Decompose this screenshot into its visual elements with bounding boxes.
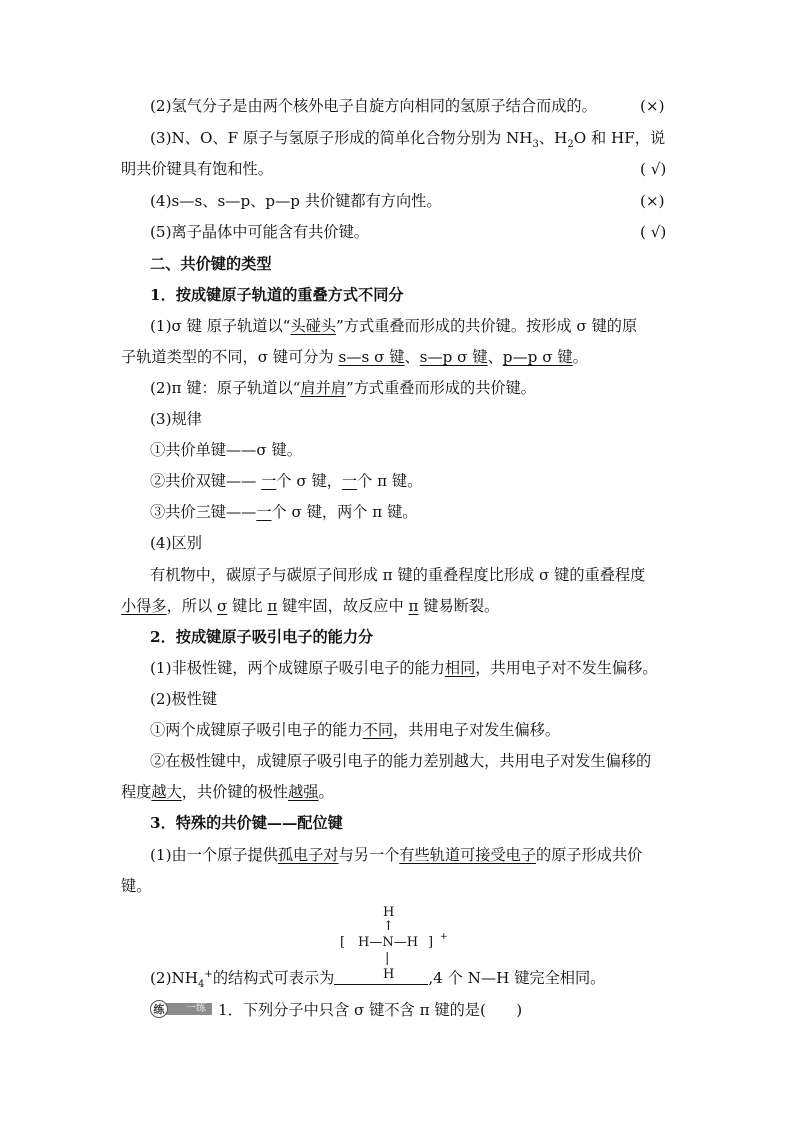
item-4: (4)s—s、s—p、p—p 共价键都有方向性。 [150,192,442,210]
rule-2: ②共价双键—— 一个 σ 键，一个 π 键。 [150,472,423,490]
polar-2-line-1: ②在极性键中，成键原子吸引电子的能力差别越大，共用电子对发生偏移的 [150,752,652,770]
item-5: (5)离子晶体中可能含有共价键。 [150,223,369,241]
structure-vertical-bond: | [385,951,390,966]
subheading-2: 2．按成键原子吸引电子的能力分 [150,628,374,646]
structure-top-h: H [383,905,395,920]
difference-line-2: 小得多，所以 σ 键比 π 键牢固，故反应中 π 键易断裂。 [121,597,500,615]
practice-tag-circle: 练 [150,1000,168,1018]
polar-heading: (2)极性键 [150,690,218,708]
sigma-line-2: 子轨道类型的不同，σ 键可分为 s—s σ 键、s—p σ 键、p—p σ 键。 [121,348,588,366]
pi-line: (2)π 键：原子轨道以“肩并肩”方式重叠而形成的共价键。 [150,379,536,397]
structure-right-bracket: ] [428,935,434,950]
coordinate-line-1: (1)由一个原子提供孤电子对与另一个有些轨道可接受电子的原子形成共价 [150,846,643,864]
item-4-mark: (×) [640,192,665,210]
item-5-mark: ( √) [640,223,667,241]
nonpolar-line: (1)非极性键，两个成键原子吸引电子的能力相同，共用电子对不发生偏移。 [150,659,658,677]
structure-charge: + [440,932,448,942]
difference-line-1: 有机物中，碳原子与碳原子间形成 π 键的重叠程度比形成 σ 键的重叠程度 [150,566,646,584]
rule-3: ③共价三键——一个 σ 键，两个 π 键。 [150,503,418,521]
structure-bottom-h: H [383,967,395,982]
section-heading: 二、共价键的类型 [150,255,272,273]
practice-question-1: 练 一练 1．下列分子中只含 σ 键不含 π 键的是( ) [150,1000,522,1020]
subheading-1: 1．按成键原子轨道的重叠方式不同分 [150,286,404,304]
item-2: (2)氢气分子是由两个核外电子自旋方向相同的氢原子结合而成的。 [150,97,597,115]
item-3-mark: ( √) [640,160,667,178]
item-3-line2: 明共价键具有饱和性。 [121,160,273,178]
rule-heading: (3)规律 [150,410,202,428]
polar-2-line-2: 程度越大，共价键的极性越强。 [121,783,334,801]
practice-tag [150,1000,212,1018]
polar-1: ①两个成键原子吸引电子的能力不同，共用电子对发生偏移。 [150,721,561,739]
sigma-line-1: (1)σ 键 原子轨道以“头碰头”方式重叠而形成的共价键。按形成 σ 键的原 [150,317,638,335]
structure-row: H—N—H [358,935,419,950]
coordinate-line-3: $(2)NH_4^+$的结构式可表示为 ,4 个 N—H 键完全相同。 [150,968,606,991]
structure-left-bracket: [ [340,935,346,950]
item-2-mark: (×) [640,97,665,115]
structure-arrow: ↑ [383,919,394,934]
subheading-3: 3．特殊的共价键——配位键 [150,814,343,832]
practice-tag-label: 一练 [158,1003,212,1015]
rule-1: ①共价单键——σ 键。 [150,441,302,459]
item-3-line1: (3)N、O、F 原子与氢原子形成的简单化合物分别为 $NH_3$、$H_2O$ 和 HF，说 [150,129,666,151]
difference-heading: (4)区别 [150,534,202,552]
answer-blank [334,968,428,985]
coordinate-line-2: 键。 [121,877,152,895]
